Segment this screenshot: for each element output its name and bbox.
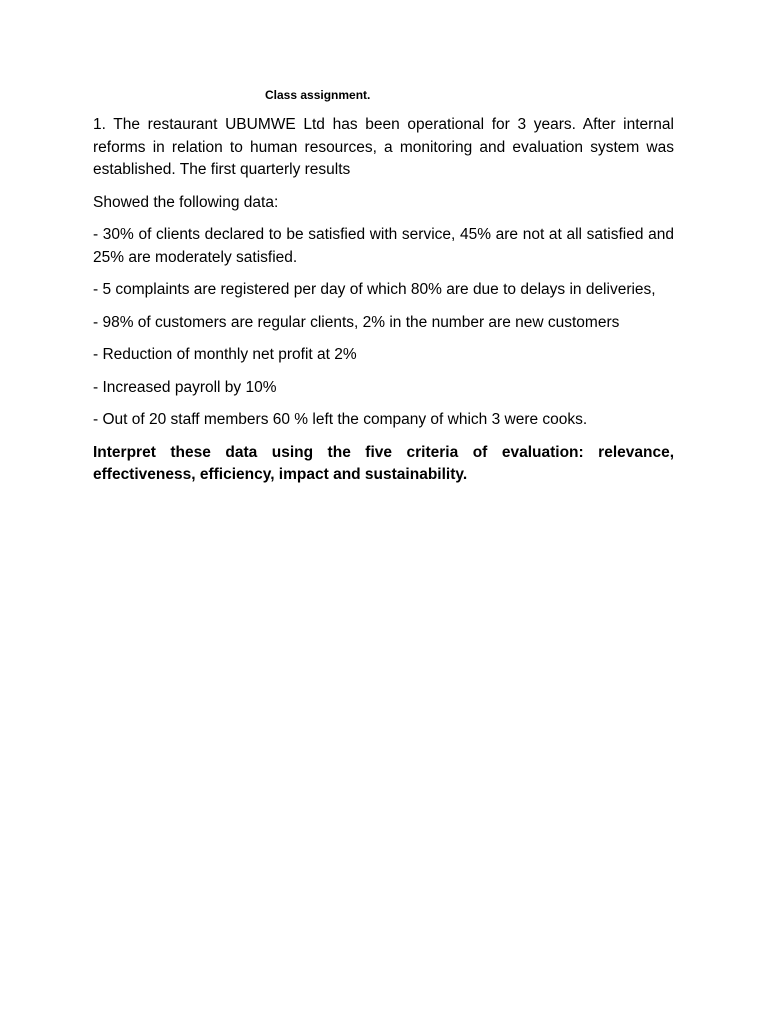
satisfaction-item: - 30% of clients declared to be satisfied with service, 45% are not at all satisfied and 25% are moderately satisfied. <box>93 226 674 266</box>
data-lead-in: Showed the following data: <box>93 193 279 211</box>
task-instruction: Interpret these data using the five criteria of evaluation: relevance, effectiveness, efficiency, impact and sustainability. <box>93 443 674 483</box>
intro-paragraph: 1. The restaurant UBUMWE Ltd has been operational for 3 years. After internal reforms in relation to human resources, a monitoring and evaluation system was established. The first quarterly results <box>93 116 674 178</box>
customers-item: - 98% of customers are regular clients, 2% in the number are new customers <box>93 313 620 331</box>
staff-item: - Out of 20 staff members 60 % left the company of which 3 were cooks. <box>93 411 588 428</box>
document-title: Class assignment. <box>265 88 371 102</box>
payroll-item: - Increased payroll by 10% <box>93 378 277 396</box>
complaints-item: - 5 complaints are registered per day of which 80% are due to delays in deliveries, <box>93 281 656 298</box>
document-body <box>93 114 674 497</box>
profit-item: - Reduction of monthly net profit at 2% <box>93 346 357 363</box>
